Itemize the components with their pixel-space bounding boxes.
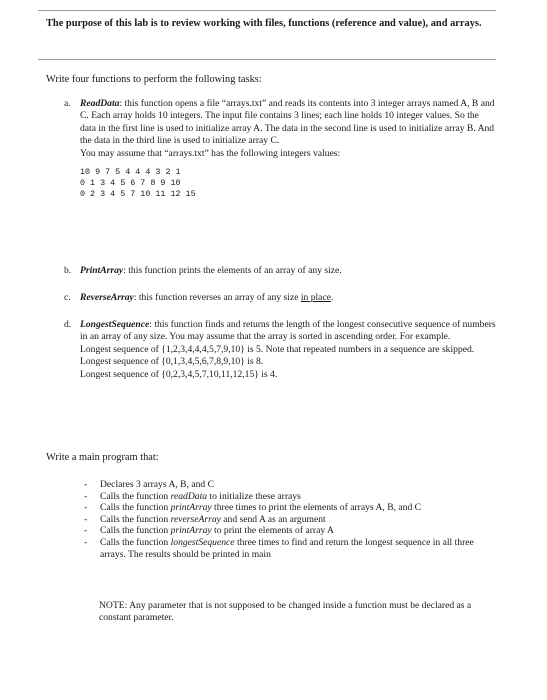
- function-name: LongestSequence: [80, 319, 150, 330]
- task-description: [80, 319, 496, 344]
- list-item: [84, 525, 496, 537]
- list-item: [84, 479, 496, 491]
- function-name: ReadData: [80, 98, 120, 109]
- function-name: ReverseArray: [80, 292, 134, 303]
- description-text: : this function finds and returns the length of the longest consecutive sequence of numbers in an array of any size. You may assume that the array is sorted in ascending order. For example.: [80, 319, 496, 343]
- step-text: Calls the function: [100, 502, 171, 514]
- task-marker: d.: [64, 319, 72, 330]
- task-marker: a.: [64, 98, 71, 109]
- list-item: [84, 537, 496, 560]
- step-text-end: three times to find and return the longest sequence in all three arrays. The results should be printed in main: [100, 536, 474, 560]
- step-text: Calls the function: [100, 536, 171, 548]
- example-2: Longest sequence of {0,1,3,4,5,6,7,8,9,10} is 8.: [80, 356, 264, 368]
- step-text-end: and send A as an argument: [220, 513, 326, 525]
- task-marker: b.: [64, 265, 72, 276]
- list-item: [84, 502, 496, 514]
- description-text: : this function prints the elements of an array of any size.: [123, 265, 342, 276]
- main-steps-list: [84, 479, 496, 560]
- page-title: The purpose of this lab is to review working with files, functions (reference and value), and arrays.: [46, 18, 482, 29]
- function-ref: longestSequence: [170, 536, 235, 548]
- task-description: [80, 292, 496, 304]
- constant-parameter-note: NOTE: Any parameter that is not supposed to be changed inside a function must be declared as a constant parameter.: [99, 600, 472, 623]
- dash-bullet: -: [84, 525, 88, 537]
- task-description: [80, 265, 496, 277]
- file-line-2: 0 1 3 4 5 6 7 8 9 10: [80, 178, 181, 189]
- description-end: .: [330, 292, 334, 303]
- list-item: [84, 491, 496, 503]
- top-rule: [38, 10, 496, 11]
- intro-text: Write four functions to perform the following tasks:: [46, 74, 262, 85]
- header-divider: [38, 59, 496, 60]
- in-place-emphasis: in place: [300, 292, 331, 303]
- task-longest-sequence: [64, 319, 496, 381]
- task-reverse-array: [64, 292, 496, 304]
- function-ref: readData: [170, 490, 208, 502]
- input-file-sample: [80, 167, 496, 201]
- step-text: Declares 3 arrays A, B, and C: [100, 479, 215, 490]
- task-marker: c.: [64, 292, 71, 303]
- description-text: : this function reverses an array of any size: [133, 292, 301, 303]
- step-text-end: three times to print the elements of arrays A, B, and C: [211, 502, 422, 514]
- step-text: Calls the function: [100, 513, 171, 525]
- assumption-text: You may assume that “arrays.txt” has the following integers values:: [80, 147, 341, 159]
- function-ref: printArray: [170, 525, 212, 537]
- main-program-heading: Write a main program that:: [46, 452, 159, 463]
- dash-bullet: -: [84, 536, 88, 548]
- dash-bullet: -: [84, 502, 88, 514]
- file-line-3: 0 2 3 4 5 7 10 11 12 15: [80, 189, 196, 200]
- dash-bullet: -: [84, 490, 88, 502]
- file-line-1: 10 9 7 5 4 4 4 3 2 1: [80, 167, 181, 178]
- task-print-array: [64, 265, 496, 277]
- task-read-data: [64, 98, 496, 201]
- step-text: Calls the function: [100, 525, 171, 537]
- step-text-end: to initialize these arrays: [207, 490, 301, 502]
- example-1: Longest sequence of {1,2,3,4,4,4,5,7,9,10} is 5. Note that repeated numbers in a sequence are skipped.: [80, 343, 475, 355]
- dash-bullet: -: [84, 479, 88, 490]
- list-item: [84, 514, 496, 526]
- function-name: PrintArray: [80, 265, 124, 276]
- example-3: Longest sequence of {0,2,3,4,5,7,10,11,12,15} is 4.: [80, 368, 278, 380]
- function-ref: reverseArray: [170, 513, 221, 525]
- step-text-end: to print the elements of array A: [211, 525, 334, 537]
- function-ref: printArray: [170, 502, 212, 514]
- step-text: Calls the function: [100, 490, 171, 502]
- dash-bullet: -: [84, 513, 88, 525]
- task-description: [80, 98, 496, 148]
- description-text: : this function opens a file “arrays.txt” and reads its contents into 3 integer arrays named A, B and C. Each array holds 10 integers. The input file contains 3 lines; each line holds 10 integer values. So the data in the first line is used to initialize array A. The data in the second line is used to initialize array B. And the data in the third line is used to initialize array C.: [80, 98, 495, 147]
